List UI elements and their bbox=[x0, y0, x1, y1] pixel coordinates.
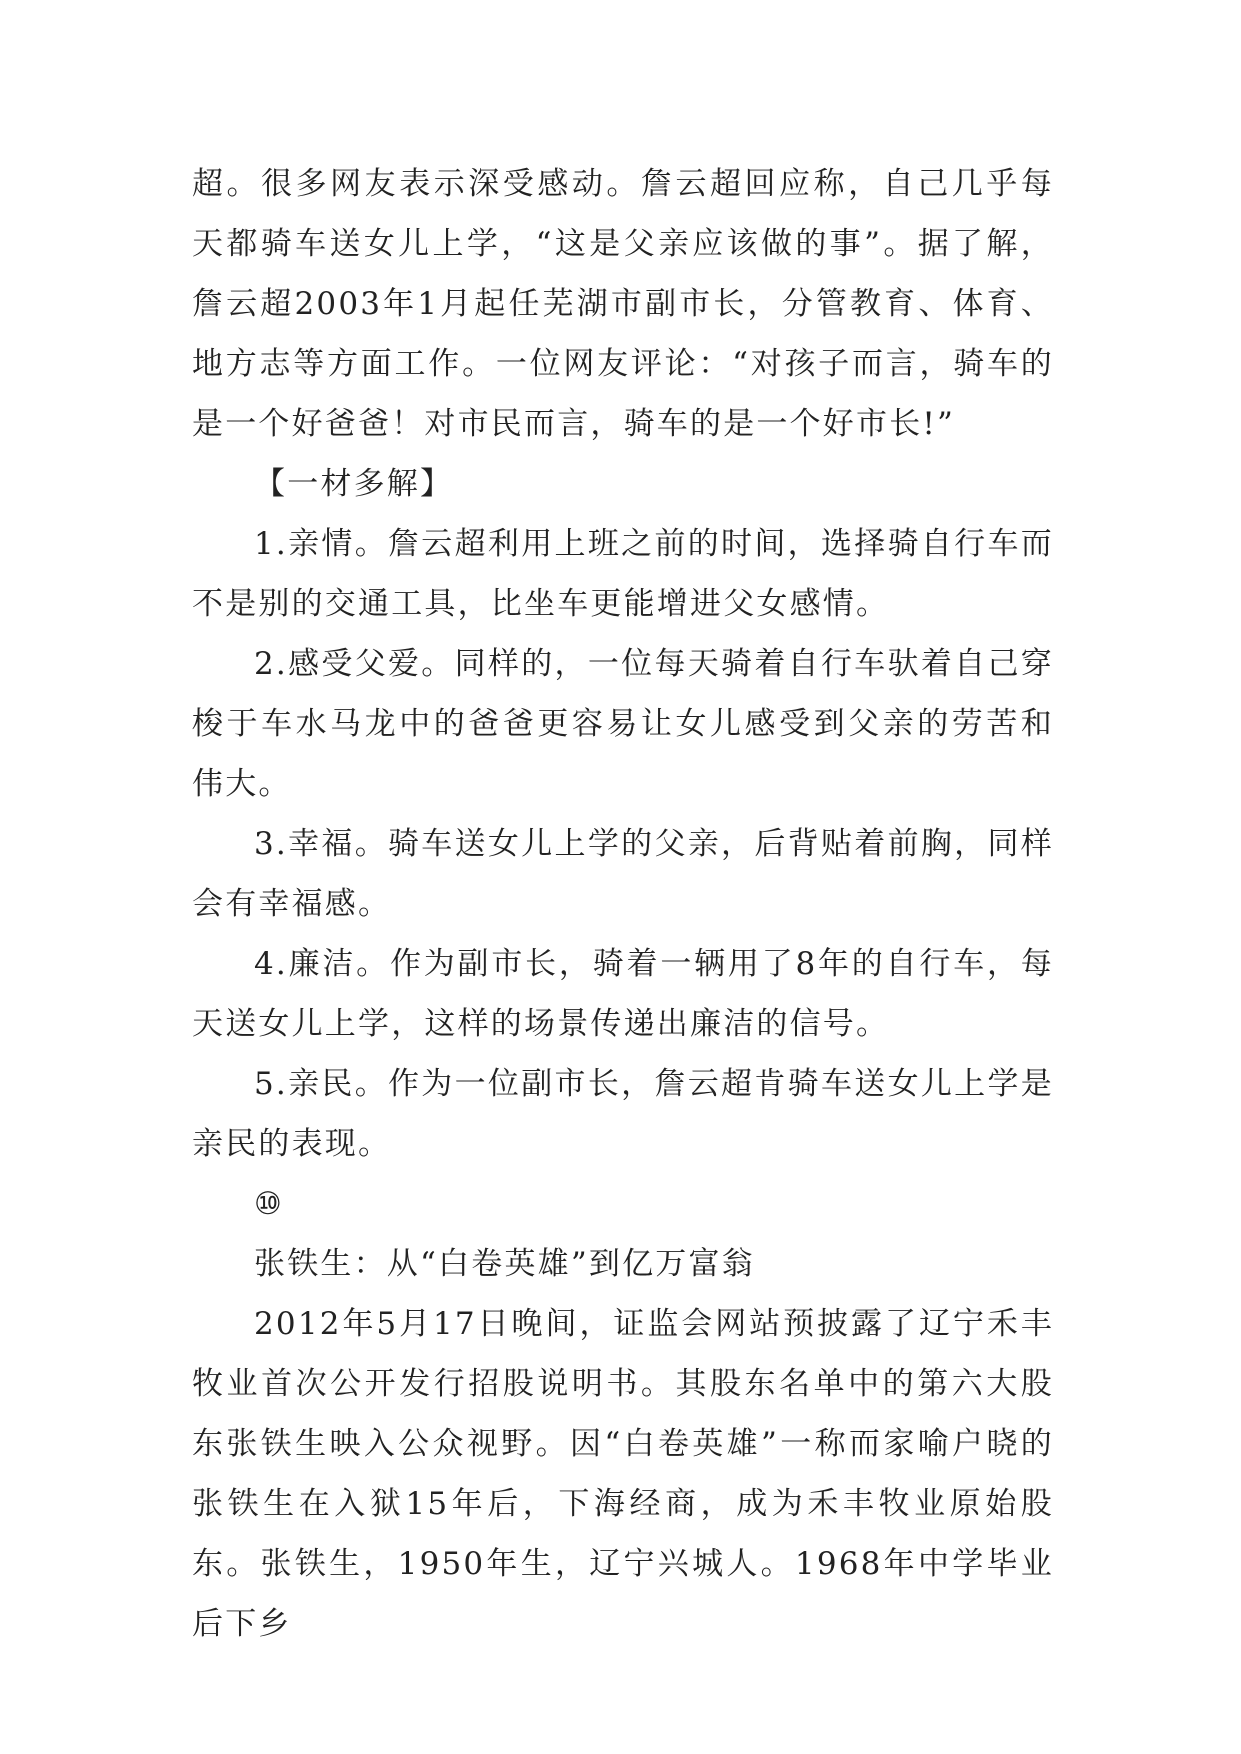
paragraph-continuation: 超。很多网友表示深受感动。詹云超回应称，自己几乎每天都骑车送女儿上学，“这是父亲应该做的事”。据了解，詹云超2003年1月起任芜湖市副市长，分管教育、体育、地方志等方面工作。一位网友评论：“对孩子而言，骑车的是一个好爸爸！对市民而言，骑车的是一个好市长!” bbox=[192, 166, 1054, 442]
list-item-1: 1.亲情。詹云超利用上班之前的时间，选择骑自行车而不是别的交通工具，比坐车更能增进父女感情。 bbox=[192, 526, 1054, 622]
list-item-4: 4.廉洁。作为副市长，骑着一辆用了8年的自行车，每天送女儿上学，这样的场景传递出廉洁的信号。 bbox=[192, 946, 1054, 1042]
body-text bbox=[192, 154, 1054, 1654]
section-heading: 【一材多解】 bbox=[254, 466, 454, 502]
story-title: 张铁生：从“白卷英雄”到亿万富翁 bbox=[254, 1246, 755, 1282]
list-item-2: 2.感受父爱。同样的，一位每天骑着自行车驮着自己穿梭于车水马龙中的爸爸更容易让女儿感受到父亲的劳苦和伟大。 bbox=[192, 646, 1054, 802]
list-item-3: 3.幸福。骑车送女儿上学的父亲，后背贴着前胸，同样会有幸福感。 bbox=[192, 826, 1054, 922]
section-number-marker: ⑩ bbox=[254, 1186, 284, 1222]
list-item-5: 5.亲民。作为一位副市长，詹云超肯骑车送女儿上学是亲民的表现。 bbox=[192, 1066, 1054, 1162]
story-paragraph: 2012年5月17日晚间，证监会网站预披露了辽宁禾丰牧业首次公开发行招股说明书。其股东名单中的第六大股东张铁生映入公众视野。因“白卷英雄”一称而家喻户晓的张铁生在入狱15年后，下海经商，成为禾丰牧业原始股东。张铁生，1950年生，辽宁兴城人。1968年中学毕业后下乡 bbox=[192, 1306, 1054, 1642]
